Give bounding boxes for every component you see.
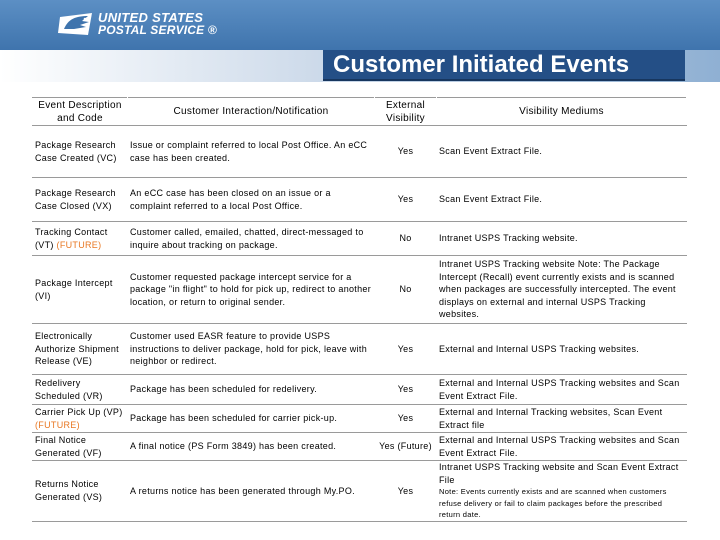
visibility-cell: Yes (Future): [375, 433, 437, 461]
mediums-cell: [437, 461, 687, 522]
mediums-text: External and Internal USPS Tracking websites.: [439, 343, 640, 354]
mediums-text: External and Internal USPS Tracking websites and Scan Event Extract File.: [439, 435, 680, 458]
table-row: [33, 256, 687, 324]
visibility-cell: Yes: [375, 461, 437, 522]
event-description-cell: [33, 126, 128, 178]
event-description: Carrier Pick Up (VP): [35, 407, 123, 417]
header-mediums: Visibility Mediums: [437, 98, 687, 126]
visibility-cell: Yes: [375, 178, 437, 222]
table-row: [33, 178, 687, 222]
event-description: Package Intercept (VI): [35, 278, 113, 301]
event-description-cell: [33, 433, 128, 461]
event-description: Package Research Case Closed (VX): [35, 188, 116, 211]
event-description: Package Research Case Created (VC): [35, 140, 117, 163]
interaction-cell: An eCC case has been closed on an issue or a complaint referred to a local Post Office.: [128, 178, 375, 222]
table-row: [33, 126, 687, 178]
mediums-note: Note: Events currently exists and are scanned when customers refuse delivery or fail to claim packages before the prescribed return date.: [439, 487, 667, 519]
visibility-cell: Yes: [375, 126, 437, 178]
mediums-cell: [437, 126, 687, 178]
event-description-cell: [33, 178, 128, 222]
event-description-cell: [33, 256, 128, 324]
logo-line-1: UNITED STATES: [98, 10, 204, 25]
visibility-cell: Yes: [375, 375, 437, 405]
mediums-text: External and Internal USPS Tracking websites and Scan Event Extract File.: [439, 378, 680, 401]
mediums-cell: [437, 256, 687, 324]
table-row: [33, 461, 687, 522]
mediums-text: External and Internal Tracking websites, Scan Event Extract file: [439, 407, 663, 430]
page-title: Customer Initiated Events: [333, 51, 630, 78]
event-description-cell: [33, 375, 128, 405]
event-description-cell: [33, 461, 128, 522]
interaction-cell: Package has been scheduled for redelivery.: [128, 375, 375, 405]
mediums-text: Scan Event Extract File.: [439, 146, 543, 157]
mediums-cell: [437, 324, 687, 375]
mediums-text: Intranet USPS Tracking website and Scan Event Extract File: [439, 462, 679, 485]
future-tag: (FUTURE): [35, 419, 80, 430]
mediums-cell: [437, 222, 687, 256]
event-description: Redelivery Scheduled (VR): [35, 378, 103, 401]
eagle-icon: [58, 11, 94, 37]
mediums-cell: [437, 405, 687, 433]
table-row: [33, 324, 687, 375]
interaction-cell: A final notice (PS Form 3849) has been created.: [128, 433, 375, 461]
logo-line-2: POSTAL SERVICE ®: [98, 23, 217, 37]
event-description-cell: [33, 324, 128, 375]
event-description-cell: [33, 405, 128, 433]
visibility-cell: Yes: [375, 324, 437, 375]
events-table: [32, 97, 687, 522]
interaction-cell: Customer requested package intercept service for a package "in flight" to hold for pick up, redirect to another location, or return to original sender.: [128, 256, 375, 324]
interaction-cell: A returns notice has been generated through My.PO.: [128, 461, 375, 522]
usps-logo: [58, 6, 217, 42]
mediums-text: Intranet USPS Tracking website.: [439, 233, 578, 244]
mediums-cell: [437, 178, 687, 222]
usps-header-bar: [0, 0, 720, 50]
table-row: [33, 375, 687, 405]
visibility-cell: Yes: [375, 405, 437, 433]
mediums-text: Intranet USPS Tracking website Note: The Package Intercept (Recall) event currently exists and is scanned when packages are successfully intercepted. The event displays on external and internal USPS Tracking websites.: [439, 259, 676, 320]
visibility-cell: No: [375, 256, 437, 324]
logo-wordmark: [98, 12, 217, 36]
header-event: Event Description and Code: [33, 98, 128, 126]
event-description: Final Notice Generated (VF): [35, 435, 102, 458]
interaction-cell: Package has been scheduled for carrier pick-up.: [128, 405, 375, 433]
mediums-cell: [437, 375, 687, 405]
event-description: Tracking Contact (VT): [35, 227, 108, 250]
interaction-cell: Customer used EASR feature to provide USPS instructions to deliver package, hold for pick, leave with neighbor or redirect.: [128, 324, 375, 375]
mediums-cell: [437, 433, 687, 461]
event-description-cell: [33, 222, 128, 256]
header-interaction: Customer Interaction/Notification: [128, 98, 375, 126]
future-tag: (FUTURE): [56, 239, 102, 250]
table-row: [33, 433, 687, 461]
interaction-cell: Customer called, emailed, chatted, direct-messaged to inquire about tracking on package.: [128, 222, 375, 256]
table-row: [33, 405, 687, 433]
table-header-row: [33, 98, 687, 126]
event-description: Electronically Authorize Shipment Release (VE): [35, 331, 119, 367]
header-visibility: External Visibility: [375, 98, 437, 126]
event-description: Returns Notice Generated (VS): [35, 479, 103, 502]
table-row: [33, 222, 687, 256]
visibility-cell: No: [375, 222, 437, 256]
interaction-cell: Issue or complaint referred to local Post Office. An eCC case has been created.: [128, 126, 375, 178]
mediums-text: Scan Event Extract File.: [439, 194, 543, 205]
